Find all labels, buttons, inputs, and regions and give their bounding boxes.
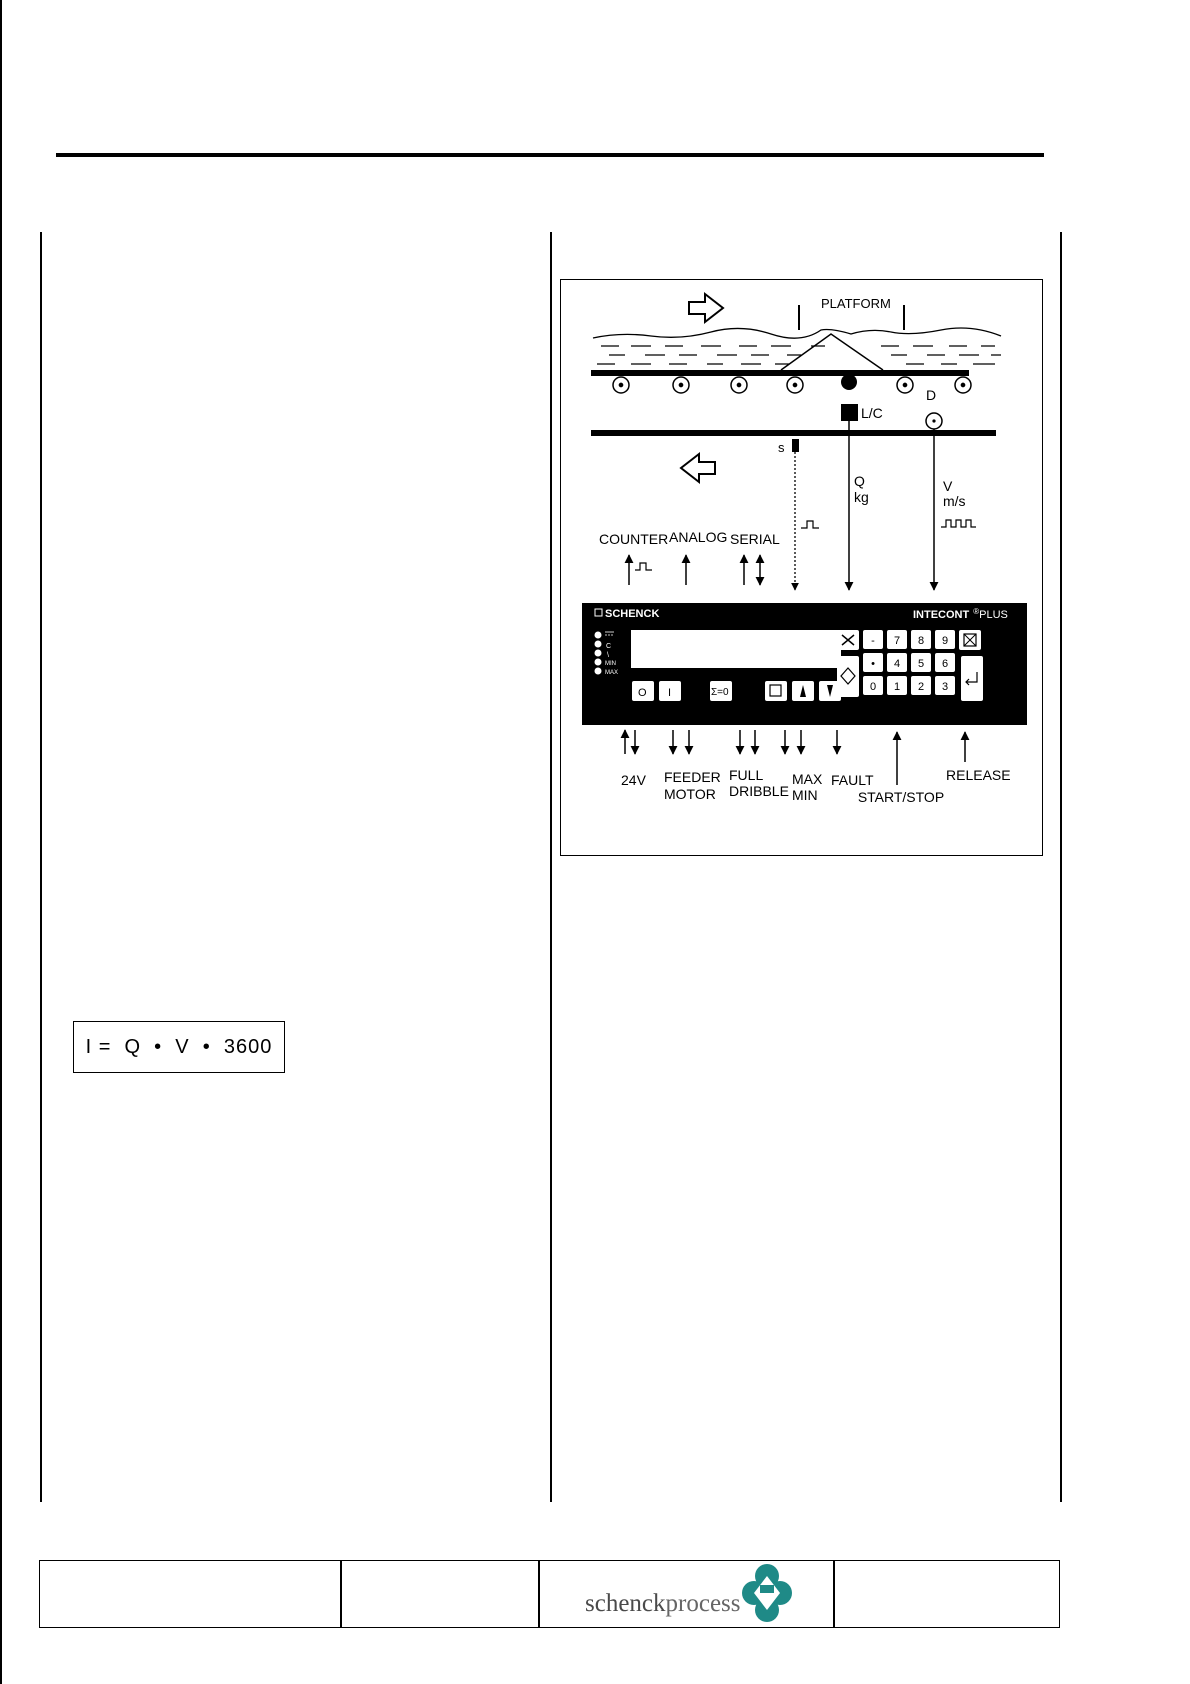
- key-label: 0: [869, 681, 877, 693]
- v-label: V: [943, 478, 953, 494]
- controller-brand: SCHENCK: [605, 608, 660, 620]
- belt-weigher-figure: [560, 279, 1043, 856]
- screen-button[interactable]: [765, 681, 787, 701]
- return-arrow-icon: [681, 454, 715, 482]
- svg-text:\: \: [607, 652, 609, 659]
- output-dribble: DRIBBLE: [729, 783, 789, 799]
- platform-label: PLATFORM: [821, 296, 891, 311]
- v-unit: m/s: [943, 493, 966, 509]
- analog-label: ANALOG: [669, 529, 728, 545]
- schenck-process-logo: [585, 1563, 795, 1625]
- output-min: MIN: [792, 787, 818, 803]
- formula-text: I = Q • V • 3600: [85, 1035, 273, 1058]
- on-button-label: I: [668, 687, 672, 699]
- off-button-label: O: [638, 687, 647, 699]
- column-divider-right: [1060, 232, 1062, 1502]
- output-fault: FAULT: [831, 772, 874, 788]
- weigh-idler: [841, 374, 857, 390]
- logo-word-process: process: [665, 1590, 741, 1617]
- page-left-edge: [0, 0, 2, 1684]
- output-full: FULL: [729, 767, 764, 783]
- belt-weigher-diagram: [561, 280, 1041, 854]
- loadcell-label: L/C: [861, 405, 883, 421]
- forward-arrow-icon: [689, 294, 723, 322]
- output-24v: 24V: [621, 772, 646, 788]
- logo-word-schenck: schenck: [585, 1590, 666, 1617]
- key-label: •: [871, 658, 875, 670]
- led-label-max: MAX: [605, 670, 619, 676]
- total-reset-label: Σ=0: [711, 687, 729, 698]
- schenck-logo-icon: [740, 1563, 795, 1623]
- output-motor: MOTOR: [664, 786, 716, 802]
- output-feeder: FEEDER: [664, 769, 721, 785]
- controller-model: INTECONT ®PLUS: [913, 606, 1008, 621]
- serial-label: SERIAL: [730, 531, 780, 547]
- header-rule: [56, 153, 1044, 157]
- footer-divider-1: [340, 1561, 342, 1627]
- column-divider-middle: [550, 232, 552, 1502]
- key-label: 8: [917, 635, 925, 647]
- key-label: 2: [917, 681, 925, 693]
- idler-rollers: [613, 377, 971, 393]
- footer-divider-2: [538, 1561, 540, 1627]
- controller-display: [631, 630, 841, 668]
- output-max: MAX: [792, 771, 823, 787]
- svg-text:C: C: [606, 643, 612, 650]
- key-label: 7: [893, 635, 901, 647]
- key-label: 3: [941, 681, 949, 693]
- load-cell: [841, 404, 858, 421]
- intecont-controller: [582, 603, 1027, 725]
- q-unit: kg: [854, 489, 869, 505]
- counter-label: COUNTER: [599, 531, 669, 547]
- drum-label: D: [926, 387, 937, 403]
- key-label: -: [871, 635, 875, 647]
- footer-divider-3: [833, 1561, 835, 1627]
- speed-sensor: [792, 439, 799, 452]
- key-label: 4: [893, 658, 901, 670]
- output-release: RELEASE: [946, 767, 1011, 783]
- key-enter[interactable]: [961, 656, 983, 701]
- sensor-label: s: [778, 440, 785, 455]
- led-label-min: MIN: [605, 661, 616, 667]
- key-label: 1: [893, 681, 901, 693]
- key-label: 5: [917, 658, 925, 670]
- key-select[interactable]: [837, 656, 859, 697]
- key-label: 9: [941, 635, 949, 647]
- key-label: 6: [941, 658, 949, 670]
- formula-box: [73, 1021, 285, 1073]
- q-label: Q: [854, 473, 865, 489]
- column-divider-left: [40, 232, 42, 1502]
- output-start-stop: START/STOP: [857, 789, 945, 805]
- footer-table: [39, 1560, 1060, 1628]
